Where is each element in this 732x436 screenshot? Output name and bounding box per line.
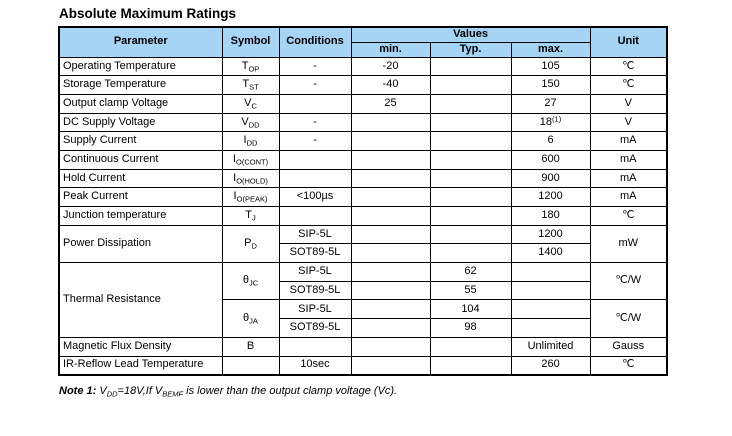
text-segment: V	[244, 96, 252, 109]
table-row	[59, 356, 667, 375]
table-cell: ℃	[590, 356, 667, 375]
subscript-text: O(PEAK)	[236, 194, 268, 204]
table-cell	[430, 188, 511, 207]
table-cell: -	[279, 132, 351, 151]
superscript-text: (1)	[552, 114, 562, 124]
table-cell	[279, 150, 351, 169]
table-cell: B	[222, 337, 279, 356]
subscript-text: DD	[248, 120, 260, 130]
header-cell-values: Values	[351, 27, 590, 42]
table-cell: -40	[351, 76, 430, 95]
table-cell	[430, 57, 511, 76]
table-cell	[351, 188, 430, 207]
text-segment: Note 1:	[59, 384, 97, 397]
table-cell: Storage Temperature	[59, 76, 222, 95]
subscript-text: ST	[249, 82, 259, 92]
table-cell	[222, 150, 279, 169]
subscript-text: DD	[106, 389, 118, 399]
table-cell	[222, 57, 279, 76]
table-cell: 98	[430, 319, 511, 338]
header-cell-typ: Typ.	[430, 42, 511, 57]
text-segment: 18	[539, 115, 553, 128]
text-segment: I	[232, 153, 236, 165]
header-row	[59, 27, 667, 42]
subscript-text: BEMF	[162, 389, 184, 399]
text-segment: θ	[243, 311, 250, 324]
table-cell: 10sec	[279, 356, 351, 375]
text-segment: I	[243, 134, 247, 147]
table-cell: -	[279, 57, 351, 76]
table-row	[59, 132, 667, 151]
table-cell	[511, 300, 590, 319]
table-cell: -	[279, 76, 351, 95]
table-cell	[222, 263, 279, 300]
table-cell	[351, 319, 430, 338]
table-cell	[511, 263, 590, 282]
table-cell: Magnetic Flux Density	[59, 337, 222, 356]
header-cell-max: max.	[511, 42, 590, 57]
table-cell: IR-Reflow Lead Temperature	[59, 356, 222, 375]
table-cell: mW	[590, 225, 667, 262]
table-cell: 260	[511, 356, 590, 375]
table-cell	[222, 113, 279, 132]
table-cell: 600	[511, 150, 590, 169]
text-segment: =18V,If V	[117, 384, 163, 397]
table-cell	[430, 150, 511, 169]
table-cell	[279, 94, 351, 113]
table-cell	[430, 337, 511, 356]
text-segment: T	[241, 59, 249, 72]
table-cell: mA	[590, 132, 667, 151]
table-cell	[430, 94, 511, 113]
table-cell	[430, 356, 511, 375]
table-body	[59, 57, 667, 375]
subscript-text: DD	[246, 138, 258, 148]
table-cell: V	[590, 113, 667, 132]
table-cell	[430, 207, 511, 226]
table-cell: -20	[351, 57, 430, 76]
table-cell	[351, 244, 430, 263]
table-row	[59, 94, 667, 113]
table-row	[59, 188, 667, 207]
subscript-text: D	[251, 241, 257, 251]
table-row	[59, 57, 667, 76]
table-cell: Hold Current	[59, 169, 222, 188]
text-segment: T	[245, 209, 252, 222]
table-cell: Output clamp Voltage	[59, 94, 222, 113]
text-segment: P	[244, 237, 252, 250]
table-cell	[511, 113, 590, 132]
table-cell: -	[279, 113, 351, 132]
table-cell: SOT89-5L	[279, 244, 351, 263]
table-cell	[222, 225, 279, 262]
table-cell	[222, 207, 279, 226]
table-cell: ℃/W	[590, 263, 667, 300]
table-cell: 1200	[511, 225, 590, 244]
subscript-text: O(CONT)	[235, 157, 269, 167]
header-cell-conditions: Conditions	[279, 27, 351, 57]
header-cell-parameter: Parameter	[59, 27, 222, 57]
table-cell: Peak Current	[59, 188, 222, 207]
table-cell: 1200	[511, 188, 590, 207]
table-cell	[351, 207, 430, 226]
table-row	[59, 113, 667, 132]
table-cell	[279, 337, 351, 356]
table-row	[59, 263, 667, 282]
table-cell: mA	[590, 169, 667, 188]
table-cell: Power Dissipation	[59, 225, 222, 262]
table-cell: Supply Current	[59, 132, 222, 151]
table-cell: mA	[590, 150, 667, 169]
table-cell	[511, 281, 590, 300]
table-cell: Thermal Resistance	[59, 263, 222, 338]
table-cell: 27	[511, 94, 590, 113]
table-cell: mA	[590, 188, 667, 207]
subscript-text: J	[251, 213, 256, 223]
table-cell: SOT89-5L	[279, 281, 351, 300]
table-cell: 1400	[511, 244, 590, 263]
table-cell	[430, 132, 511, 151]
table-cell: V	[590, 94, 667, 113]
table-cell	[351, 132, 430, 151]
subscript-text: JC	[248, 278, 259, 288]
text-segment: T	[242, 78, 250, 91]
text-segment: V	[96, 384, 107, 397]
table-cell: Junction temperature	[59, 207, 222, 226]
table-header	[59, 27, 667, 57]
table-cell: 900	[511, 169, 590, 188]
table-cell: SIP-5L	[279, 263, 351, 282]
table-cell: <100µs	[279, 188, 351, 207]
text-segment: I	[233, 171, 237, 184]
header-cell-min: min.	[351, 42, 430, 57]
table-cell: SOT89-5L	[279, 319, 351, 338]
table-cell: 55	[430, 281, 511, 300]
page-title: Absolute Maximum Ratings	[59, 6, 237, 21]
table-cell: SIP-5L	[279, 300, 351, 319]
table-row	[59, 337, 667, 356]
table-cell	[351, 337, 430, 356]
table-cell: 104	[430, 300, 511, 319]
table-cell	[430, 169, 511, 188]
table-row	[59, 207, 667, 226]
text-segment: is lower than the output clamp voltage (Vc).	[183, 384, 398, 397]
table-cell: SIP-5L	[279, 225, 351, 244]
table-cell	[351, 356, 430, 375]
text-segment: I	[233, 190, 237, 203]
table-cell	[351, 113, 430, 132]
footnote	[59, 385, 668, 397]
table-cell	[351, 300, 430, 319]
table-cell: 150	[511, 76, 590, 95]
table-cell	[511, 319, 590, 338]
subscript-text: O(HOLD)	[236, 176, 268, 186]
table-cell: 25	[351, 94, 430, 113]
table-cell	[351, 225, 430, 244]
table-cell: Continuous Current	[59, 150, 222, 169]
table-cell	[222, 94, 279, 113]
table-cell	[222, 188, 279, 207]
subscript-text: JA	[249, 316, 258, 326]
table-cell: 105	[511, 57, 590, 76]
table-cell	[222, 300, 279, 337]
table-cell: ℃	[590, 76, 667, 95]
table-cell: 62	[430, 263, 511, 282]
table-cell: Gauss	[590, 337, 667, 356]
table-row	[59, 169, 667, 188]
header-cell-symbol: Symbol	[222, 27, 279, 57]
table-cell	[279, 169, 351, 188]
table-cell	[351, 281, 430, 300]
table-cell	[351, 150, 430, 169]
table-cell	[222, 169, 279, 188]
table-cell	[222, 132, 279, 151]
table-cell	[222, 76, 279, 95]
table-cell	[430, 244, 511, 263]
text-segment: V	[241, 115, 249, 128]
document-page	[58, 6, 668, 397]
header-cell-unit: Unit	[590, 27, 667, 57]
table-cell: Operating Temperature	[59, 57, 222, 76]
table-cell: 6	[511, 132, 590, 151]
table-cell	[430, 113, 511, 132]
absolute-maximum-ratings-table	[58, 26, 668, 376]
table-cell: ℃/W	[590, 300, 667, 337]
table-cell	[222, 356, 279, 375]
table-cell: ℃	[590, 207, 667, 226]
table-row	[59, 225, 667, 244]
table-cell: Unlimited	[511, 337, 590, 356]
table-cell: ℃	[590, 57, 667, 76]
subscript-text: OP	[248, 64, 260, 74]
table-cell	[430, 225, 511, 244]
table-cell	[430, 76, 511, 95]
text-segment: θ	[242, 274, 249, 287]
subscript-text: C	[251, 101, 257, 111]
table-cell	[351, 169, 430, 188]
table-cell: 180	[511, 207, 590, 226]
table-cell	[279, 207, 351, 226]
table-cell: DC Supply Voltage	[59, 113, 222, 132]
table-row	[59, 150, 667, 169]
table-row	[59, 76, 667, 95]
table-cell	[351, 263, 430, 282]
